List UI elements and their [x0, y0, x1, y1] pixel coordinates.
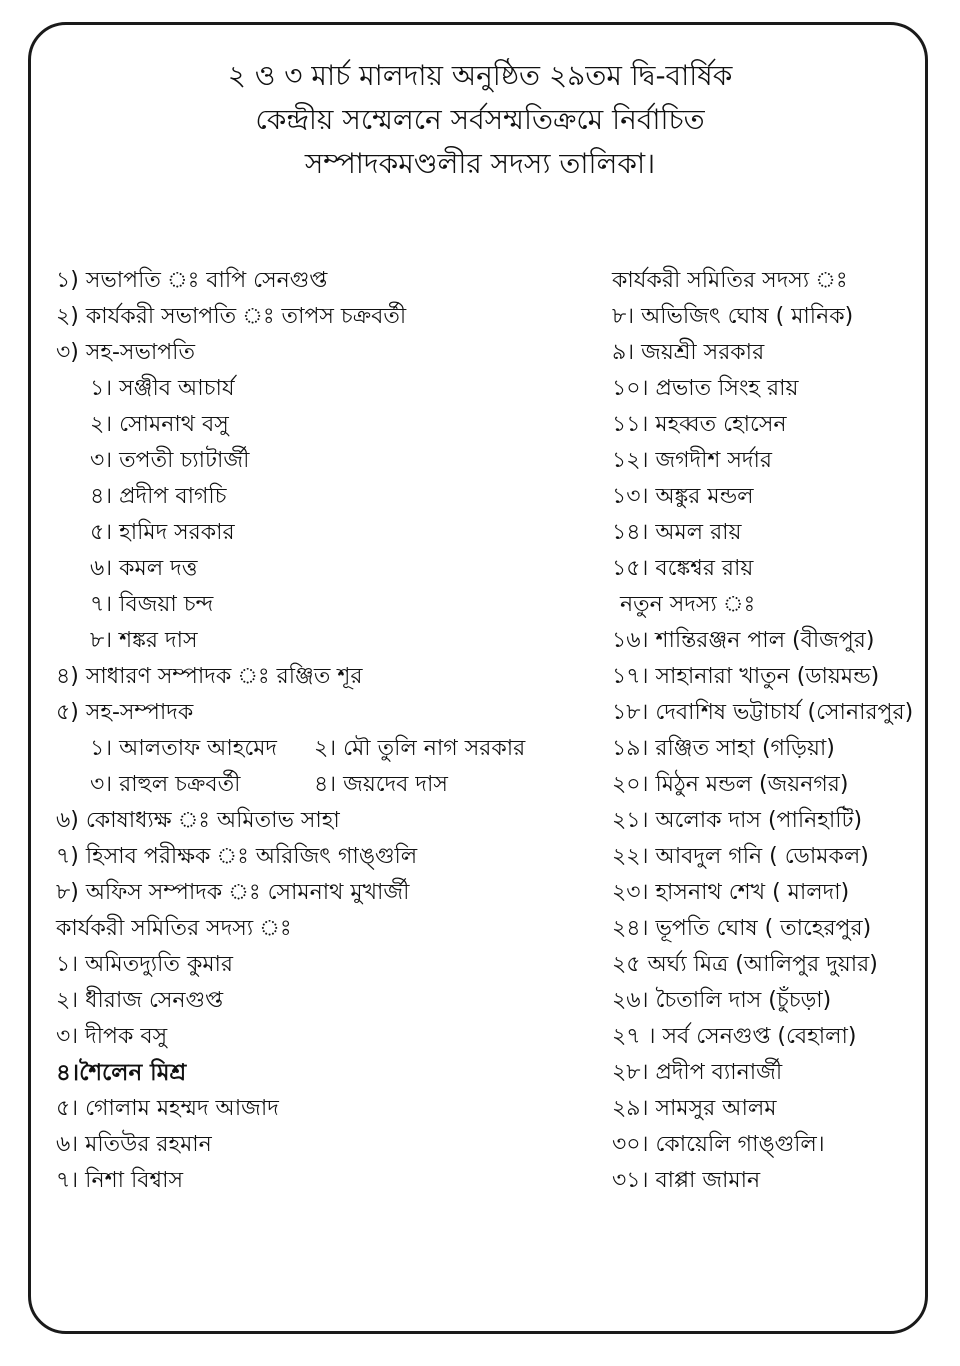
- new-member: ৩১। বাপ্পা জামান: [612, 1168, 761, 1193]
- new-member: ৩০। কোয়েলি গাঙ্গুলি।: [612, 1132, 825, 1157]
- vice-president-item: ৬। কমল দত্ত: [90, 556, 198, 581]
- executive-member: ১১। মহব্বত হোসেন: [612, 412, 787, 437]
- vice-president-item: ৭। বিজয়া চন্দ: [90, 592, 214, 617]
- vice-president-heading: ৩) সহ-সভাপতি: [56, 340, 195, 365]
- executive-member: ৪।শৈলেন মিশ্র: [56, 1060, 187, 1086]
- executive-member: ৮। অভিজিৎ ঘোষ ( মানিক): [612, 304, 854, 329]
- new-member: ১৮। দেবাশিষ ভট্টাচার্য (সোনারপুর): [612, 700, 914, 725]
- assistant-secretary-item: ৩। রাহুল চক্রবর্তী: [90, 772, 241, 797]
- title-line-3: সম্পাদকমণ্ডলীর সদস্য তালিকা।: [304, 147, 656, 180]
- assistant-secretary-item: ২। মৌ তুলি নাগ সরকার: [314, 736, 526, 761]
- general-secretary: ৪) সাধারণ সম্পাদক ঃ রঞ্জিত শূর: [56, 664, 363, 689]
- new-member: ২৯। সামসুর আলম: [612, 1096, 777, 1121]
- executive-committee-heading: কার্যকরী সমিতির সদস্য ঃ: [56, 916, 292, 941]
- executive-member: ১২। জগদীশ সর্দার: [612, 448, 772, 473]
- vice-president-item: ৪। প্রদীপ বাগচি: [90, 484, 227, 509]
- vice-president-item: ২। সোমনাথ বসু: [90, 412, 229, 437]
- new-member: ২৮। প্রদীপ ব্যানার্জী: [612, 1060, 783, 1085]
- executive-committee-heading: কার্যকরী সমিতির সদস্য ঃ: [612, 268, 848, 293]
- office-secretary: ৮) অফিস সম্পাদক ঃ সোমনাথ মুখার্জী: [56, 880, 410, 905]
- executive-member: ৩। দীপক বসু: [56, 1024, 168, 1049]
- executive-member: ৯। জয়শ্রী সরকার: [612, 340, 765, 365]
- new-members-heading: নতুন সদস্য ঃ: [620, 592, 756, 617]
- new-member: ২৬। চৈতালি দাস (চুঁচড়া): [612, 988, 832, 1013]
- executive-member: ২। ধীরাজ সেনগুপ্ত: [56, 988, 224, 1013]
- executive-member: ৬। মতিউর রহমান: [56, 1132, 212, 1157]
- assistant-secretary-heading: ৫) সহ-সম্পাদক: [56, 700, 194, 725]
- new-member: ২৩। হাসনাথ শেখ ( মালদা): [612, 880, 850, 905]
- new-member: ২৫ অর্ঘ্য মিত্র (আলিপুর দুয়ার): [612, 952, 878, 977]
- executive-member: ১৪। অমল রায়: [612, 520, 742, 545]
- new-member: ২২। আবদুল গনি ( ডোমকল): [612, 844, 869, 869]
- new-member: ২১। অলোক দাস (পানিহাটি): [612, 808, 863, 833]
- auditor: ৭) হিসাব পরীক্ষক ঃ অরিজিৎ গাঙ্গুলি: [56, 844, 418, 869]
- executive-member: ৫। গোলাম মহম্মদ আজাদ: [56, 1096, 279, 1121]
- new-member: ১৯। রঞ্জিত সাহা (গড়িয়া): [612, 736, 835, 761]
- new-member: ২৭ । সর্ব সেনগুপ্ত (বেহালা): [612, 1024, 857, 1049]
- treasurer: ৬) কোষাধ্যক্ষ ঃ অমিতাভ সাহা: [56, 808, 340, 833]
- executive-member: ৭। নিশা বিশ্বাস: [56, 1168, 183, 1193]
- executive-member: ১। অমিতদ্যুতি কুমার: [56, 952, 234, 977]
- executive-member: ১০। প্রভাত সিংহ রায়: [612, 376, 799, 401]
- new-member: ১৬। শান্তিরঞ্জন পাল (বীজপুর): [612, 628, 875, 653]
- executive-member: ১৩। অঙ্কুর মন্ডল: [612, 484, 754, 509]
- assistant-secretary-item: ৪। জয়দেব দাস: [314, 772, 448, 797]
- vice-president-item: ৮। শঙ্কর দাস: [90, 628, 198, 653]
- new-member: ২০। মিঠুন মন্ডল (জয়নগর): [612, 772, 849, 797]
- vice-president-item: ৩। তপতী চ্যাটার্জী: [90, 448, 250, 473]
- executive-member: ১৫। বঙ্কেশ্বর রায়: [612, 556, 754, 581]
- title-line-1: ২ ও ৩ মার্চ মালদায় অনুষ্ঠিত ২৯তম দ্বি-বার্ষিক: [227, 59, 733, 92]
- working-president: ২) কার্যকরী সভাপতি ঃ তাপস চক্রবর্তী: [56, 304, 407, 329]
- president: ১) সভাপতি ঃ বাপি সেনগুপ্ত: [56, 268, 328, 293]
- new-member: ১৭। সাহানারা খাতুন (ডায়মন্ড): [612, 664, 880, 689]
- new-member: ২৪। ভূপতি ঘোষ ( তাহেরপুর): [612, 916, 872, 941]
- assistant-secretary-item: ১। আলতাফ আহমেদ: [90, 736, 277, 761]
- vice-president-item: ৫। হামিদ সরকার: [90, 520, 235, 545]
- title-line-2: কেন্দ্রীয় সম্মেলনে সর্বসম্মতিক্রমে নির্বাচিত: [255, 103, 705, 136]
- vice-president-item: ১। সঞ্জীব আচার্য: [90, 376, 235, 401]
